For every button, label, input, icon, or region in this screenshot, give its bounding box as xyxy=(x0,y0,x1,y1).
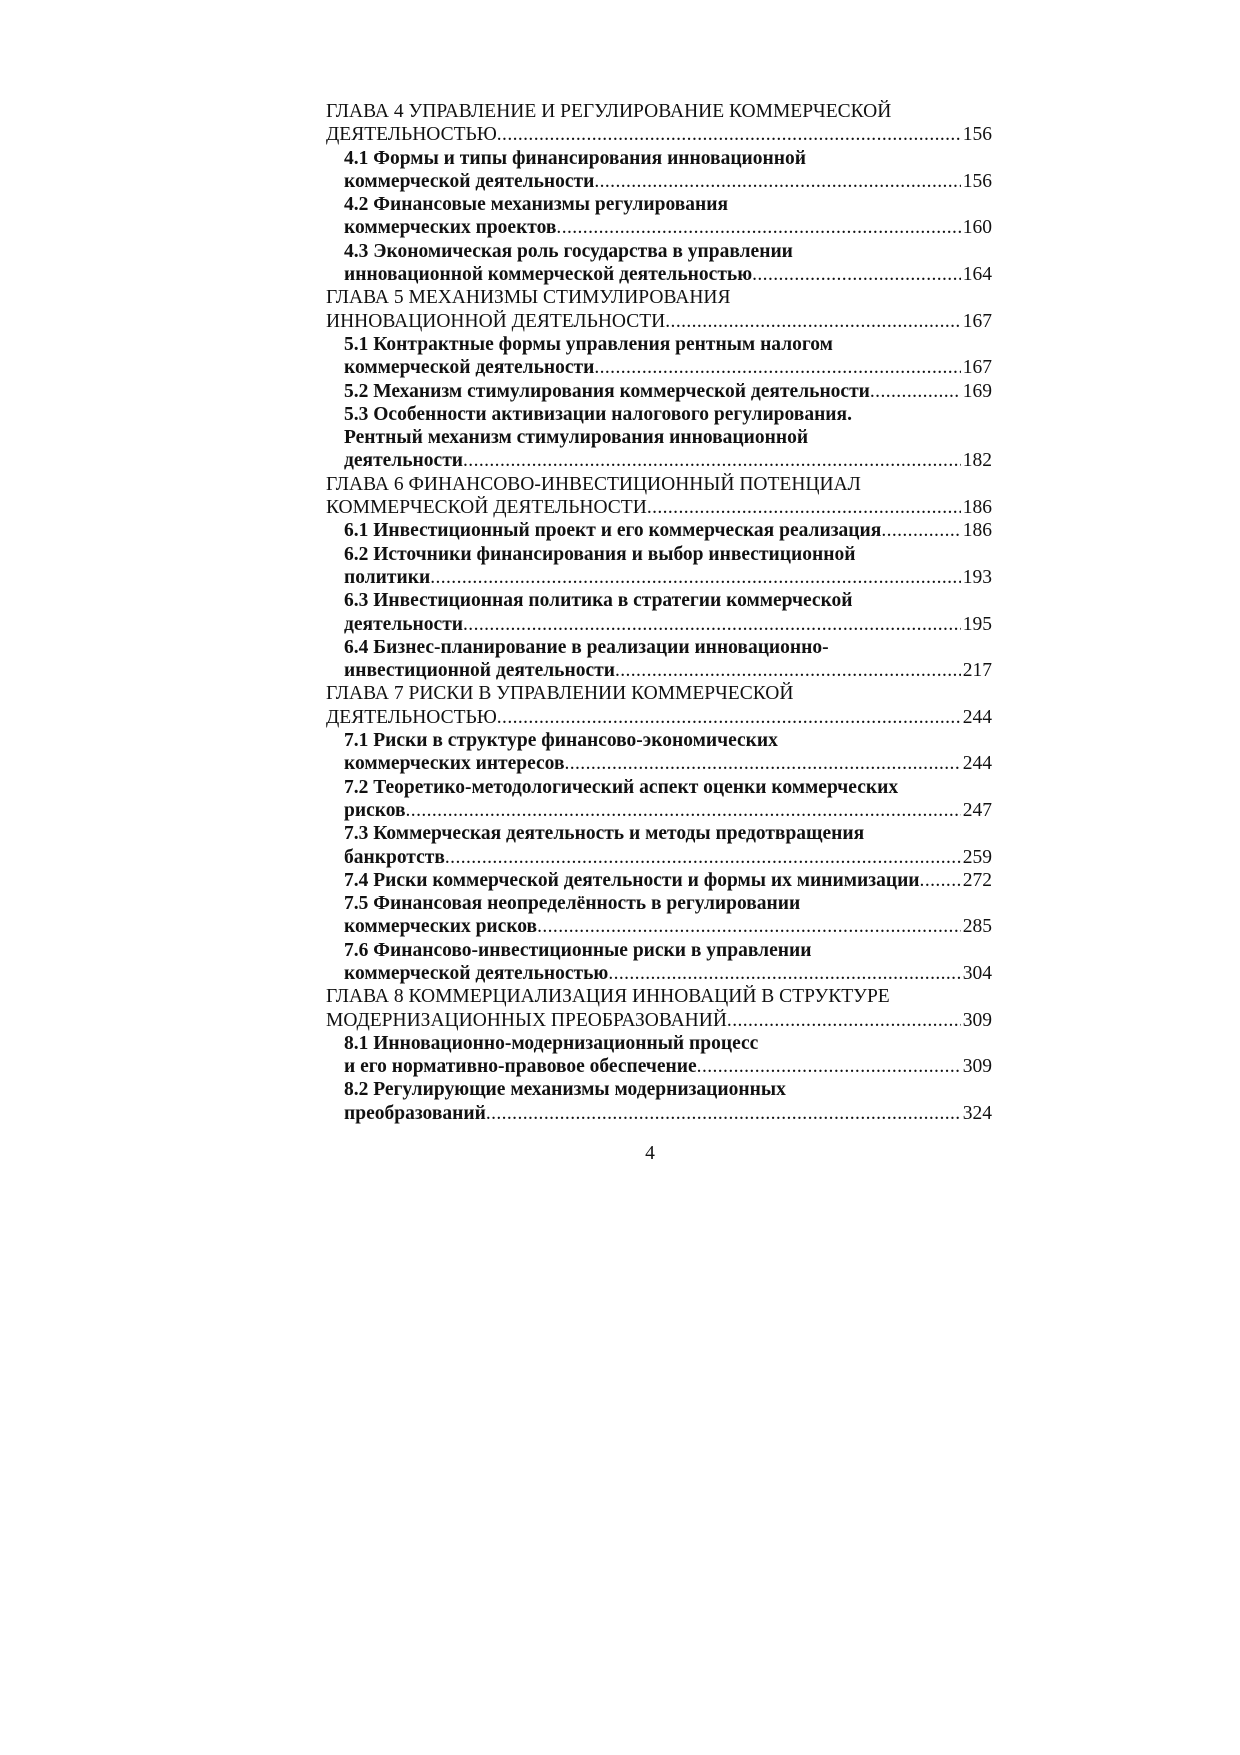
toc-entry-line: МОДЕРНИЗАЦИОННЫХ ПРЕОБРАЗОВАНИЙ xyxy=(326,1009,727,1031)
toc-section-entry xyxy=(326,193,992,240)
toc-chapter-entry xyxy=(326,286,992,333)
toc-page-number: 244 xyxy=(962,753,992,775)
toc-page-number: 324 xyxy=(962,1102,992,1124)
toc-page-number: 160 xyxy=(962,217,992,239)
toc-page-number: 309 xyxy=(962,1009,992,1031)
toc-entry-line: коммерческих проектов xyxy=(344,217,557,239)
toc-section-entry xyxy=(326,939,992,986)
toc-entry-line: ГЛАВА 8 КОММЕРЦИАЛИЗАЦИЯ ИННОВАЦИЙ В СТРУКТУРЕ xyxy=(326,986,890,1008)
toc-entry-line: 6.4 Бизнес-планирование в реализации инновационно- xyxy=(344,636,829,658)
toc-page-number: 217 xyxy=(962,660,992,682)
toc-page-number: 247 xyxy=(962,799,992,821)
toc-page-number: 167 xyxy=(962,357,992,379)
toc-page-number: 164 xyxy=(962,264,992,286)
toc-entry-line: ДЕЯТЕЛЬНОСТЬЮ xyxy=(326,124,497,146)
toc-page-number: 182 xyxy=(962,450,992,472)
dot-leader xyxy=(608,962,960,985)
toc-entry-line: 7.6 Финансово-инвестиционные риски в управлении xyxy=(344,939,812,961)
toc-entry-line: 4.2 Финансовые механизмы регулирования xyxy=(344,194,729,216)
toc-entry-line: 7.3 Коммерческая деятельность и методы предотвращения xyxy=(344,823,865,845)
toc-entry-last-line xyxy=(344,962,992,985)
toc-page-number: 304 xyxy=(962,962,992,984)
dot-leader xyxy=(486,1102,961,1125)
toc-entry-line: ГЛАВА 5 МЕХАНИЗМЫ СТИМУЛИРОВАНИЯ xyxy=(326,287,731,309)
toc-page-number: 259 xyxy=(962,846,992,868)
toc-page-number: 186 xyxy=(962,497,992,519)
toc-section-entry xyxy=(326,636,992,683)
toc-entry-line: 4.3 Экономическая роль государства в управлении xyxy=(344,240,793,262)
toc-entry-line: 6.1 Инвестиционный проект и его коммерческая реализация xyxy=(344,520,882,542)
toc-section-entry xyxy=(326,729,992,776)
toc-entry-line: КОММЕРЧЕСКОЙ ДЕЯТЕЛЬНОСТИ xyxy=(326,497,647,519)
toc-entry-line: коммерческой деятельности xyxy=(344,170,595,192)
toc-section-entry xyxy=(326,892,992,939)
toc-entry-last-line xyxy=(344,915,992,938)
toc-entry-line: коммерческих рисков xyxy=(344,916,538,938)
toc-entry-line: коммерческой деятельности xyxy=(344,357,595,379)
dot-leader xyxy=(594,170,960,193)
dot-leader xyxy=(920,869,961,892)
dot-leader xyxy=(727,1009,961,1032)
dot-leader xyxy=(445,846,961,869)
dot-leader xyxy=(594,356,960,379)
toc-entry-line: инвестиционной деятельности xyxy=(344,660,615,682)
toc-page-number: 272 xyxy=(962,869,992,891)
toc-entry-line: преобразований xyxy=(344,1102,486,1124)
toc-entry-line: ГЛАВА 4 УПРАВЛЕНИЕ И РЕГУЛИРОВАНИЕ КОММЕРЧЕСКОЙ xyxy=(326,101,892,122)
toc-section-entry xyxy=(326,147,992,194)
dot-leader xyxy=(881,519,960,542)
toc-entry-line: 7.4 Риски коммерческой деятельности и формы их минимизации xyxy=(344,869,920,891)
dot-leader xyxy=(463,613,961,636)
toc-entry-line: инновационной коммерческой деятельностью xyxy=(344,264,753,286)
page-number: 4 xyxy=(645,1143,655,1164)
toc-chapter-entry xyxy=(326,682,992,729)
dot-leader xyxy=(556,216,960,239)
toc-entry-last-line xyxy=(344,216,992,239)
toc-entry-line: Рентный механизм стимулирования инновационной xyxy=(344,427,809,449)
toc-entry-last-line xyxy=(344,659,992,682)
dot-leader xyxy=(497,706,961,729)
toc-entry-line: 5.1 Контрактные формы управления рентным налогом xyxy=(344,333,833,355)
toc-entry-line: рисков xyxy=(344,799,406,821)
dot-leader xyxy=(647,496,961,519)
toc-chapter-entry xyxy=(326,100,992,147)
toc-section-entry xyxy=(326,519,992,542)
toc-entry-line: деятельности xyxy=(344,450,464,472)
toc-entry-line: ДЕЯТЕЛЬНОСТЬЮ xyxy=(326,706,497,728)
dot-leader xyxy=(665,310,960,333)
toc-entry-line: и его нормативно-правовое обеспечение xyxy=(344,1056,697,1078)
table-of-contents xyxy=(326,100,992,1125)
toc-entry-line: политики xyxy=(344,566,431,588)
toc-entry-line: 7.5 Финансовая неопределённость в регулировании xyxy=(344,893,801,915)
toc-section-entry xyxy=(326,589,992,636)
toc-entry-line: 4.1 Формы и типы финансирования инновационной xyxy=(344,147,806,169)
toc-chapter-entry xyxy=(326,985,992,1032)
toc-section-entry xyxy=(326,869,992,892)
toc-entry-line: 5.3 Особенности активизации налогового регулирования. xyxy=(344,403,852,425)
dot-leader xyxy=(497,123,961,146)
toc-entry-line: коммерческой деятельностью xyxy=(344,962,609,984)
toc-page-number: 167 xyxy=(962,310,992,332)
toc-entry-last-line xyxy=(326,123,992,146)
toc-page-number: 309 xyxy=(962,1056,992,1078)
toc-entry-last-line xyxy=(344,1055,992,1078)
dot-leader xyxy=(752,263,961,286)
dot-leader xyxy=(537,915,961,938)
toc-entry-last-line xyxy=(344,449,992,472)
toc-entry-line: 5.2 Механизм стимулирования коммерческой деятельности xyxy=(344,380,870,402)
toc-entry-last-line xyxy=(326,496,992,519)
toc-chapter-entry xyxy=(326,473,992,520)
toc-section-entry xyxy=(326,240,992,287)
toc-entry-line: 6.2 Источники финансирования и выбор инвестиционной xyxy=(344,543,856,565)
toc-entry-last-line xyxy=(344,566,992,589)
toc-entry-last-line xyxy=(344,613,992,636)
toc-entry-line: ГЛАВА 6 ФИНАНСОВО-ИНВЕСТИЦИОННЫЙ ПОТЕНЦИАЛ xyxy=(326,473,861,495)
toc-entry-last-line xyxy=(344,799,992,822)
toc-section-entry xyxy=(326,776,992,823)
toc-entry-last-line xyxy=(344,356,992,379)
dot-leader xyxy=(697,1055,961,1078)
toc-entry-last-line xyxy=(344,1102,992,1125)
toc-entry-line: 7.1 Риски в структуре финансово-экономических xyxy=(344,730,778,752)
toc-section-entry xyxy=(326,543,992,590)
toc-entry-line: 6.3 Инвестиционная политика в стратегии коммерческой xyxy=(344,590,853,612)
toc-entry-line: 8.2 Регулирующие механизмы модернизационных xyxy=(344,1079,786,1101)
toc-section-entry xyxy=(326,333,992,380)
dot-leader xyxy=(870,380,961,403)
toc-entry-last-line xyxy=(326,706,992,729)
dot-leader xyxy=(430,566,961,589)
toc-entry-last-line xyxy=(344,869,992,892)
toc-entry-line: коммерческих интересов xyxy=(344,753,565,775)
toc-entry-line: ГЛАВА 7 РИСКИ В УПРАВЛЕНИИ КОММЕРЧЕСКОЙ xyxy=(326,683,794,705)
toc-entry-line: 8.1 Инновационно-модернизационный процесс xyxy=(344,1032,759,1054)
toc-page-number: 193 xyxy=(962,566,992,588)
toc-entry-line: ИННОВАЦИОННОЙ ДЕЯТЕЛЬНОСТИ xyxy=(326,310,666,332)
toc-section-entry xyxy=(326,403,992,473)
toc-entry-last-line xyxy=(344,752,992,775)
toc-section-entry xyxy=(326,1032,992,1079)
toc-entry-line: деятельности xyxy=(344,613,464,635)
toc-entry-line: 7.2 Теоретико-методологический аспект оценки коммерческих xyxy=(344,776,899,798)
dot-leader xyxy=(463,449,961,472)
toc-entry-last-line xyxy=(326,310,992,333)
toc-entry-last-line xyxy=(344,263,992,286)
toc-entry-last-line xyxy=(326,1009,992,1032)
toc-page-number: 156 xyxy=(962,124,992,146)
toc-page-number: 169 xyxy=(962,380,992,402)
toc-entry-line: банкротств xyxy=(344,846,445,868)
dot-leader xyxy=(615,659,961,682)
toc-entry-last-line xyxy=(344,170,992,193)
toc-entry-last-line xyxy=(344,380,992,403)
toc-page-number: 195 xyxy=(962,613,992,635)
toc-entry-last-line xyxy=(344,846,992,869)
toc-page-number: 244 xyxy=(962,706,992,728)
toc-page-number: 186 xyxy=(962,520,992,542)
toc-page-number: 156 xyxy=(962,170,992,192)
dot-leader xyxy=(564,752,960,775)
toc-entry-last-line xyxy=(344,519,992,542)
toc-section-entry xyxy=(326,380,992,403)
dot-leader xyxy=(406,799,961,822)
toc-page-number: 285 xyxy=(962,916,992,938)
toc-section-entry xyxy=(326,822,992,869)
toc-section-entry xyxy=(326,1078,992,1125)
